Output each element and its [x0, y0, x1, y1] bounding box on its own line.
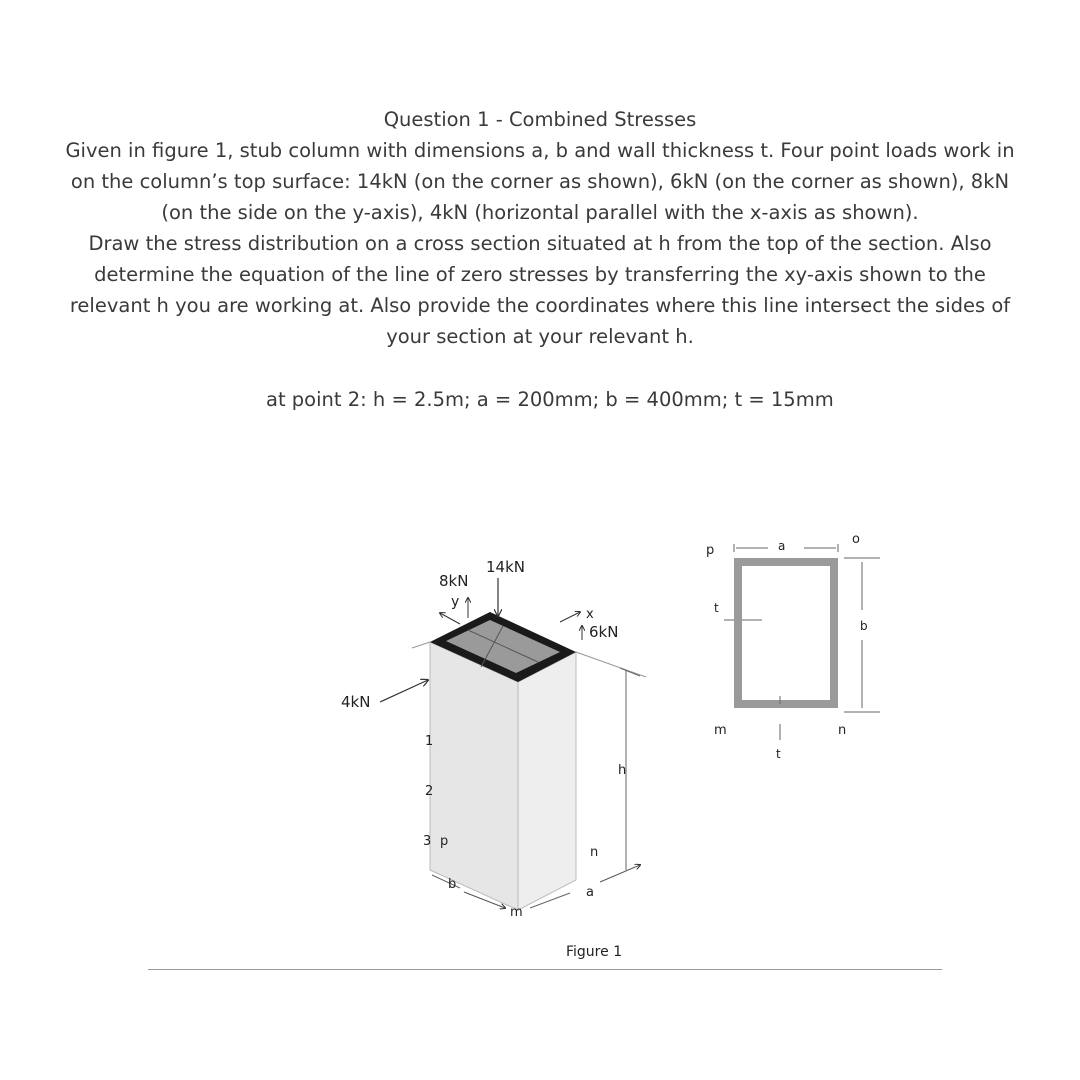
corner-n-label: n: [590, 845, 599, 860]
point-3-label: 3: [423, 834, 432, 849]
load-4-arrow: [380, 680, 428, 702]
section-corner-n-label: n: [838, 723, 847, 738]
load-4-label: 4kN: [341, 693, 371, 711]
question-line-7: your section at your relevant h.: [386, 325, 694, 348]
section-corner-m-label: m: [714, 723, 727, 738]
corner-m-label: m: [510, 905, 523, 920]
question-line-1: Given in figure 1, stub column with dimensions a, b and wall thickness t. Four point loads work in: [65, 139, 1015, 162]
section-dim-b-label: b: [860, 619, 868, 633]
question-title: Question 1 - Combined Stresses: [383, 108, 697, 131]
question-line-5: determine the equation of the line of zero stresses by transferring the xy-axis shown to the: [94, 263, 986, 286]
column-left-face: [430, 642, 518, 910]
cross-section: [706, 532, 880, 761]
load-8-arrow: [440, 613, 460, 624]
question-line-3: (on the side on the y-axis), 4kN (horizontal parallel with the x-axis as shown).: [161, 201, 919, 224]
dim-b-label: b: [448, 877, 457, 892]
axis-y-label: y: [451, 594, 460, 610]
axis-x-arrow: [560, 612, 580, 622]
point-2-label: 2: [425, 784, 434, 799]
point-1-label: 1: [425, 734, 434, 749]
column-right-face: [518, 652, 576, 910]
section-dim-t-bottom-label: t: [776, 747, 781, 761]
bottom-rule: [148, 969, 942, 970]
dim-h-label: h: [618, 763, 627, 778]
load-6-label: 6kN: [589, 623, 619, 641]
dim-a-label: a: [586, 885, 594, 900]
section-corner-p-label: p: [706, 543, 715, 558]
column-isometric: [412, 612, 646, 910]
load-8-label: 8kN: [439, 572, 469, 590]
section-inner: [742, 566, 830, 700]
corner-p-label: p: [440, 834, 449, 849]
load-14-label: 14kN: [486, 558, 525, 576]
parameters-line: at point 2: h = 2.5m; a = 200mm; b = 400mm; t = 15mm: [266, 388, 834, 411]
question-line-4: Draw the stress distribution on a cross section situated at h from the top of the section. Also: [88, 232, 992, 255]
axis-x-label: x: [586, 607, 594, 622]
question-line-6: relevant h you are working at. Also provide the coordinates where this line intersect the sides of: [69, 294, 1011, 317]
section-dim-t-top-label: t: [714, 601, 719, 615]
section-dim-a-label: a: [778, 539, 786, 553]
figure-caption: Figure 1: [566, 944, 623, 960]
section-corner-o-label: o: [852, 532, 860, 547]
question-line-2: on the column’s top surface: 14kN (on the corner as shown), 6kN (on the corner as shown), 8kN: [70, 170, 1010, 193]
